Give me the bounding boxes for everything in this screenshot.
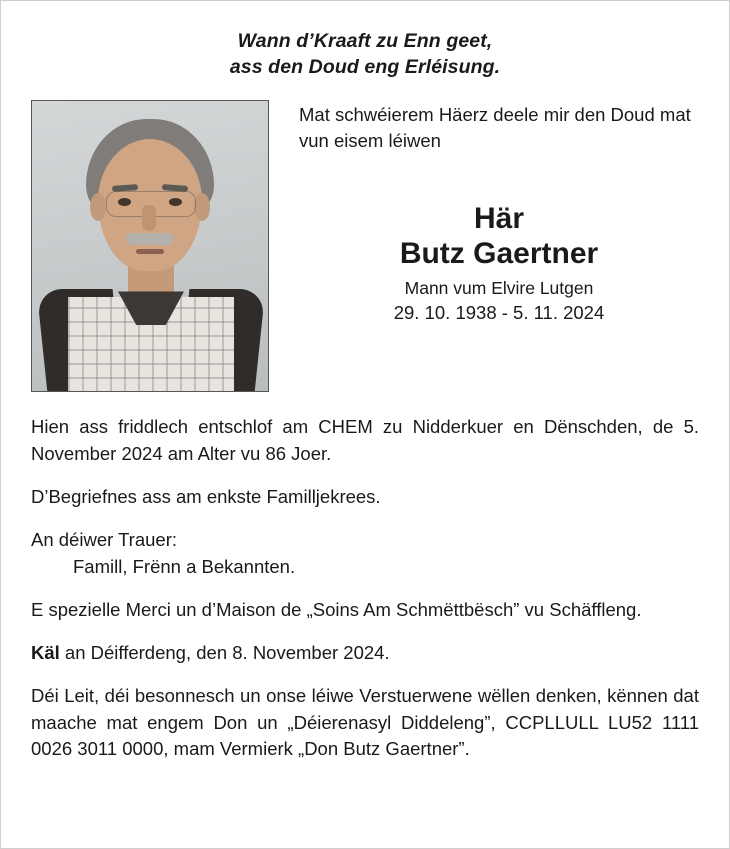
paragraph-donation: Déi Leit, déi besonnesch un onse léiwe Verstuerwene wëllen denken, kënnen dat maache mat engem Don un „Déierenasyl Diddeleng”, CCPLLULL LU52 1111 0026 3011 0000, mam Vermierk „Don Butz Gaertner”. — [31, 685, 699, 759]
deceased-name: Butz Gaertner — [399, 237, 599, 271]
heading-text — [271, 100, 699, 323]
verse-line-2: ass den Doud eng Erléisung. — [229, 55, 501, 78]
verse-line-1: Wann d’Kraaft zu Enn geet, — [237, 30, 493, 52]
paragraph-mourning — [31, 527, 699, 580]
placed-location: Käl — [31, 642, 60, 664]
deceased-relation: Mann vum Elvire Lutgen — [404, 277, 594, 298]
portrait-wrapper — [31, 100, 271, 392]
portrait-mouth — [136, 249, 164, 254]
portrait-moustache — [126, 233, 174, 245]
deceased-block — [299, 201, 699, 324]
paragraph-death: Hien ass friddlech entschlof am CHEM zu Nidderkuer en Dënschden, de 5. November 2024 am Alter vu 86 Joer. — [31, 416, 699, 464]
intro-text: Mat schwéierem Häerz deele mir den Doud mat vun eisem léiwen — [299, 104, 691, 151]
paragraph-funeral: D’Begriefnes ass am enkste Familljekrees. — [31, 486, 381, 507]
notice-body — [31, 414, 699, 762]
placed-rest: an Déifferdeng, den 8. November 2024. — [59, 642, 390, 664]
verse-block — [31, 29, 699, 80]
deceased-title: Här — [473, 201, 525, 235]
portrait-photo — [31, 100, 269, 392]
portrait-nose — [142, 205, 156, 231]
mourning-label: An déiwer Trauer: — [31, 529, 178, 551]
portrait-and-heading — [31, 100, 699, 392]
paragraph-thanks: E spezielle Merci un d’Maison de „Soins Am Schmëttbësch” vu Schäffleng. — [31, 598, 642, 620]
paragraph-placed — [31, 640, 699, 666]
deceased-dates: 29. 10. 1938 - 5. 11. 2024 — [393, 301, 605, 323]
mourning-family: Famill, Frënn a Bekannten. — [73, 555, 296, 577]
